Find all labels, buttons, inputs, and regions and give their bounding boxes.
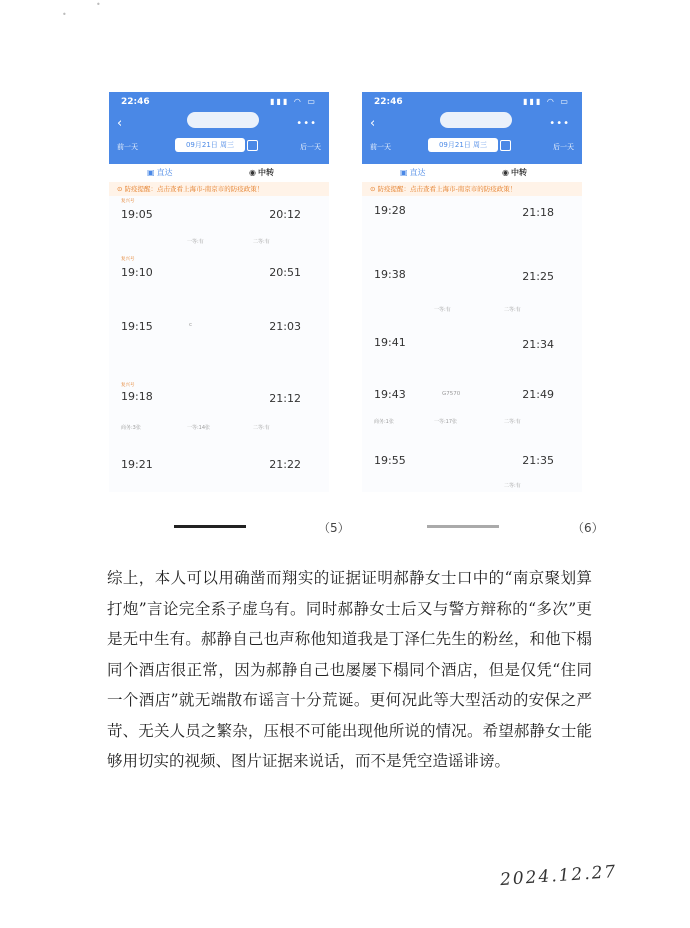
notice-text: 防疫提醒：点击查看上海市-南京市的防疫政策！ — [124, 185, 264, 193]
departure-time: 19:15 — [121, 320, 153, 333]
date-selector[interactable]: 09月21日 周三 — [175, 138, 245, 152]
arrival-time: 21:12 — [269, 392, 301, 405]
departure-time: 19:41 — [374, 336, 406, 349]
departure-time: 19:38 — [374, 268, 406, 281]
seat-second: 二等:有 — [504, 419, 521, 425]
seat-first: 一等:17张 — [434, 419, 458, 425]
prev-day-button[interactable]: 前一天 — [370, 143, 391, 151]
departure-time: 19:05 — [121, 208, 153, 221]
back-icon[interactable]: ‹ — [117, 116, 123, 131]
arrival-time: 20:51 — [269, 266, 301, 279]
arrival-time: 20:12 — [269, 208, 301, 221]
tab-transfer[interactable] — [502, 167, 527, 178]
prev-day-button[interactable]: 前一天 — [117, 143, 138, 151]
seat-business: 商务:3张 — [121, 425, 141, 431]
more-icon[interactable]: ••• — [549, 118, 570, 129]
train-icon: ▣ — [147, 168, 155, 177]
seat-second: 二等:有 — [504, 483, 521, 489]
back-icon[interactable]: ‹ — [370, 116, 376, 131]
page-number: （5） — [318, 521, 350, 535]
status-time: 22:46 — [374, 97, 403, 107]
arrival-time: 21:22 — [269, 458, 301, 471]
notice-banner[interactable] — [362, 182, 582, 196]
calendar-icon[interactable] — [247, 140, 258, 151]
departure-time: 19:21 — [121, 458, 153, 471]
calendar-icon[interactable] — [500, 140, 511, 151]
page-number: （6） — [572, 521, 604, 535]
status-icons: ▮▮▮ ◠ ▭ — [270, 97, 317, 106]
arrival-time: 21:35 — [522, 454, 554, 467]
tab-direct[interactable] — [400, 167, 426, 178]
redacted-title — [187, 112, 259, 128]
bell-icon: ⊙ — [370, 185, 376, 193]
arrival-time: 21:18 — [522, 206, 554, 219]
watermark — [556, 900, 674, 920]
home-indicator — [174, 525, 246, 528]
departure-time: 19:55 — [374, 454, 406, 467]
arrival-time: 21:03 — [269, 320, 301, 333]
seat-second: 二等:有 — [253, 425, 270, 431]
seat-first: 一等:14张 — [187, 425, 211, 431]
tabbar — [109, 164, 329, 182]
transfer-icon: ◉ — [502, 168, 509, 177]
seat-first: 一等:有 — [187, 239, 204, 245]
tab-transfer-label: 中转 — [257, 168, 274, 177]
next-day-button[interactable]: 后一天 — [553, 143, 574, 151]
departure-time: 19:10 — [121, 266, 153, 279]
departure-time: 19:43 — [374, 388, 406, 401]
arrival-time: 21:25 — [522, 270, 554, 283]
redacted-title — [440, 112, 512, 128]
seat-business: 商务:1张 — [374, 419, 394, 425]
tab-direct-label: 直达 — [409, 168, 426, 177]
corner-mark: • — [96, 0, 101, 9]
status-icons: ▮▮▮ ◠ ▭ — [523, 97, 570, 106]
phone-header — [362, 92, 582, 164]
train-icon: ▣ — [400, 168, 408, 177]
date-selector[interactable]: 09月21日 周三 — [428, 138, 498, 152]
tab-transfer[interactable] — [249, 167, 274, 178]
departure-time: 19:18 — [121, 390, 153, 403]
more-icon[interactable]: ••• — [296, 118, 317, 129]
bell-icon: ⊙ — [117, 185, 123, 193]
transfer-icon: ◉ — [249, 168, 256, 177]
train-number: G7570 — [442, 391, 461, 397]
statement-paragraph: 综上，本人可以用确凿而翔实的证据证明郝静女士口中的“南京聚划算打炮”言论完全系子虚乌有。同时郝静女士后又与警方辩称的“多次”更是无中生有。郝静自己也声称他知道我是丁泽仁先生的粉丝，和他下榻同个酒店很正常，因为郝静自己也屡屡下榻同个酒店，但是仅凭“住同一个酒店”就无端散布谣言十分荒诞。更何况此等大型活动的安保之严苛、无关人员之繁杂，压根不可能出现他所说的情况。希望郝静女士能够用切实的视频、图片证据来说话，而不是凭空造谣诽谤。 — [107, 569, 592, 770]
corner-mark: • — [62, 10, 67, 19]
notice-banner[interactable] — [109, 182, 329, 196]
train-tag: 复兴号 — [121, 257, 135, 262]
status-time: 22:46 — [121, 97, 150, 107]
tab-direct[interactable] — [147, 167, 173, 178]
screenshot-phone-2 — [362, 92, 582, 492]
train-tag: 复兴号 — [121, 383, 135, 388]
handwritten-date: 2024.12.27 — [499, 861, 618, 891]
tab-transfer-label: 中转 — [510, 168, 527, 177]
tabbar — [362, 164, 582, 182]
seat-first: 一等:有 — [434, 307, 451, 313]
seat-second: 二等:有 — [504, 307, 521, 313]
arrival-time: 21:34 — [522, 338, 554, 351]
seat-second: 二等:有 — [253, 239, 270, 245]
train-tag: 复兴号 — [121, 199, 135, 204]
next-day-button[interactable]: 后一天 — [300, 143, 321, 151]
arrival-time: 21:49 — [522, 388, 554, 401]
departure-time: 19:28 — [374, 204, 406, 217]
notice-text: 防疫提醒：点击查看上海市-南京市的防疫政策！ — [377, 185, 517, 193]
home-indicator — [427, 525, 499, 528]
tab-direct-label: 直达 — [156, 168, 173, 177]
train-number: c — [189, 322, 193, 328]
screenshot-phone-1 — [109, 92, 329, 492]
phone-header — [109, 92, 329, 164]
